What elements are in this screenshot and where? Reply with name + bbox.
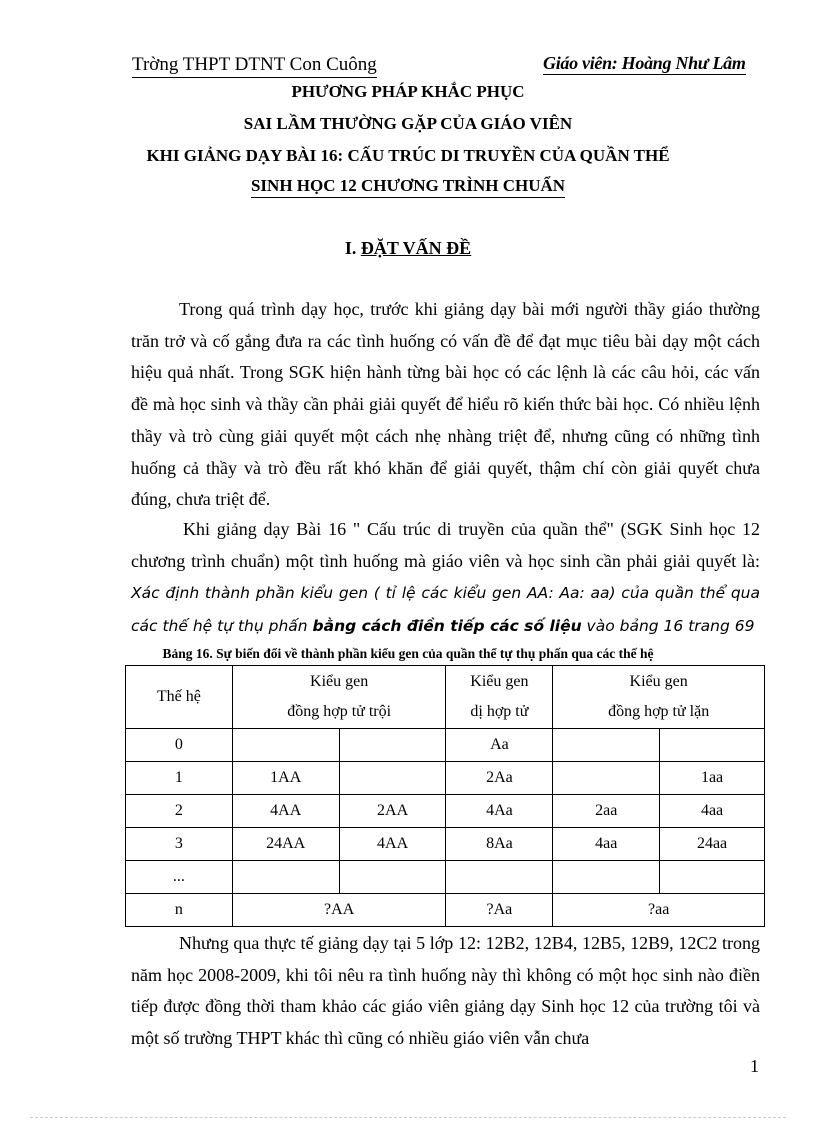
- cell-generation: 3: [126, 828, 233, 861]
- cell-homo-recessive-a: [553, 762, 660, 795]
- cell-hetero: 2Aa: [446, 762, 553, 795]
- table-row: [126, 861, 765, 894]
- table-row: [126, 729, 765, 762]
- header-homo-recessive: [553, 666, 765, 729]
- cell-generation: 0: [126, 729, 233, 762]
- header-homo-dominant-line-1: Kiểu gen: [310, 673, 369, 690]
- cell-homo-recessive-b: 24aa: [660, 828, 765, 861]
- title-line-4: [0, 176, 816, 196]
- cell-homo-recessive-b: 4aa: [660, 795, 765, 828]
- title-line-3: KHI GIẢNG DẠY BÀI 16: CẤU TRÚC DI TRUYỀN CỦA QUẦN THỂ: [146, 146, 670, 165]
- cell-homo-recessive-a: [553, 861, 660, 894]
- cell-generation: n: [126, 894, 233, 927]
- cell-homo-recessive-b: [660, 861, 765, 894]
- header-homo-recessive-line-2: đồng hợp tử lặn: [608, 703, 710, 720]
- cell-homo-recessive: ?aa: [553, 894, 765, 927]
- header-hetero-line-1: Kiểu gen: [470, 673, 529, 690]
- header-generation: Thế hệ: [126, 666, 233, 729]
- cell-generation: 1: [126, 762, 233, 795]
- cell-homo-recessive-a: 4aa: [553, 828, 660, 861]
- cell-homo-dominant-a: 4AA: [232, 795, 339, 828]
- cell-homo-dominant-a: [232, 729, 339, 762]
- cell-hetero: ?Aa: [446, 894, 553, 927]
- page-number: 1: [750, 1056, 759, 1076]
- cell-homo-dominant-b: [339, 861, 446, 894]
- cell-homo-dominant-b: [339, 729, 446, 762]
- cell-hetero: Aa: [446, 729, 553, 762]
- title-line-4-text: SINH HỌC 12 CHƯƠNG TRÌNH CHUẨN: [251, 176, 565, 198]
- cell-homo-dominant-a: 1AA: [232, 762, 339, 795]
- cell-homo-dominant-b: 4AA: [339, 828, 446, 861]
- cell-hetero: 8Aa: [446, 828, 553, 861]
- paragraph-2: [131, 514, 760, 643]
- paragraph-2-italic: Xác định thành phần kiểu gen ( tỉ lệ các kiểu gen AA: Aa: aa) của quần thể qua các thế hệ tự thụ phấn: [131, 584, 760, 636]
- table-row: [126, 828, 765, 861]
- header-homo-dominant: [232, 666, 446, 729]
- paragraph-1: Trong quá trình dạy học, trước khi giảng dạy bài mới người thầy giáo thường trăn trở và cố gắng đưa ra các tình huống có vấn đề để đạt mục tiêu bài dạy một cách hiệu quả nhất. Trong SGK hiện hành từng bài học có các lệnh là các câu hỏi, các vấn đề mà học sinh và thầy cần phải giải quyết để hiểu rõ kiến thức bài học. Có nhiều lệnh thầy và trò cùng giải quyết một cách nhẹ nhàng triệt để, nhưng cũng có những tình huống cả thầy và trò đều rất khó khăn để giải quyết, thậm chí còn giải quyết chưa đúng, chưa triệt để.: [131, 299, 760, 510]
- header-homo-dominant-line-2: đồng hợp tử trội: [287, 703, 392, 720]
- cell-hetero: 4Aa: [446, 795, 553, 828]
- cell-homo-dominant-b: 2AA: [339, 795, 446, 828]
- title-line-1: PHƯƠNG PHÁP KHẮC PHỤC: [291, 82, 525, 101]
- header-teacher: Giáo viên: Hoàng Như Lâm: [543, 53, 746, 73]
- table-row: [126, 795, 765, 828]
- cell-homo-recessive-b: 1aa: [660, 762, 765, 795]
- cell-homo-dominant-a: 24AA: [232, 828, 339, 861]
- genotype-table: [125, 665, 765, 927]
- paragraph-2-italic-end: vào bảng 16 trang 69: [581, 617, 755, 636]
- cell-homo-recessive-b: [660, 729, 765, 762]
- header-homo-recessive-line-1: Kiểu gen: [629, 673, 688, 690]
- cell-hetero: [446, 861, 553, 894]
- footer-divider: [30, 1117, 786, 1118]
- cell-homo-dominant: ?AA: [232, 894, 446, 927]
- cell-homo-dominant-a: [232, 861, 339, 894]
- cell-generation: ...: [126, 861, 233, 894]
- section-heading: [0, 238, 816, 259]
- section-number: I.: [344, 238, 361, 258]
- cell-homo-recessive-a: 2aa: [553, 795, 660, 828]
- header-hetero: [446, 666, 553, 729]
- paragraph-2-text: Khi giảng dạy Bài 16 " Cấu trúc di truyền của quần thể" (SGK Sinh học 12 chương trình chuẩn) một tình huống mà giáo viên và học sinh cần phải giải quyết là:: [131, 519, 760, 571]
- header-hetero-line-2: dị hợp tử: [470, 703, 529, 720]
- paragraph-2-bold-italic: bằng cách điền tiếp các số liệu: [312, 617, 582, 636]
- header-school: Trờng THPT DTNT Con Cuông: [132, 54, 377, 78]
- section-title: ĐẶT VẤN ĐỀ: [360, 238, 472, 258]
- table-row: [126, 762, 765, 795]
- table-header-row: [126, 666, 765, 729]
- cell-homo-recessive-a: [553, 729, 660, 762]
- title-line-2: SAI LẦM THƯỜNG GẶP CỦA GIÁO VIÊN: [243, 114, 573, 133]
- paragraph-3: Nhưng qua thực tế giảng dạy tại 5 lớp 12: 12B2, 12B4, 12B5, 12B9, 12C2 trong năm học 2008-2009, khi tôi nêu ra tình huống này thì không có một học sinh nào điền tiếp được đồng thời tham khảo các giáo viên giảng dạy Sinh học 12 của trường tôi và một số trường THPT khác thì cũng có nhiều giáo viên vẫn chưa: [131, 933, 760, 1049]
- cell-generation: 2: [126, 795, 233, 828]
- table-caption: Bảng 16. Sự biến đổi về thành phần kiểu gen của quần thể tự thụ phấn qua các thế hệ: [162, 646, 654, 661]
- table-row-last: [126, 894, 765, 927]
- cell-homo-dominant-b: [339, 762, 446, 795]
